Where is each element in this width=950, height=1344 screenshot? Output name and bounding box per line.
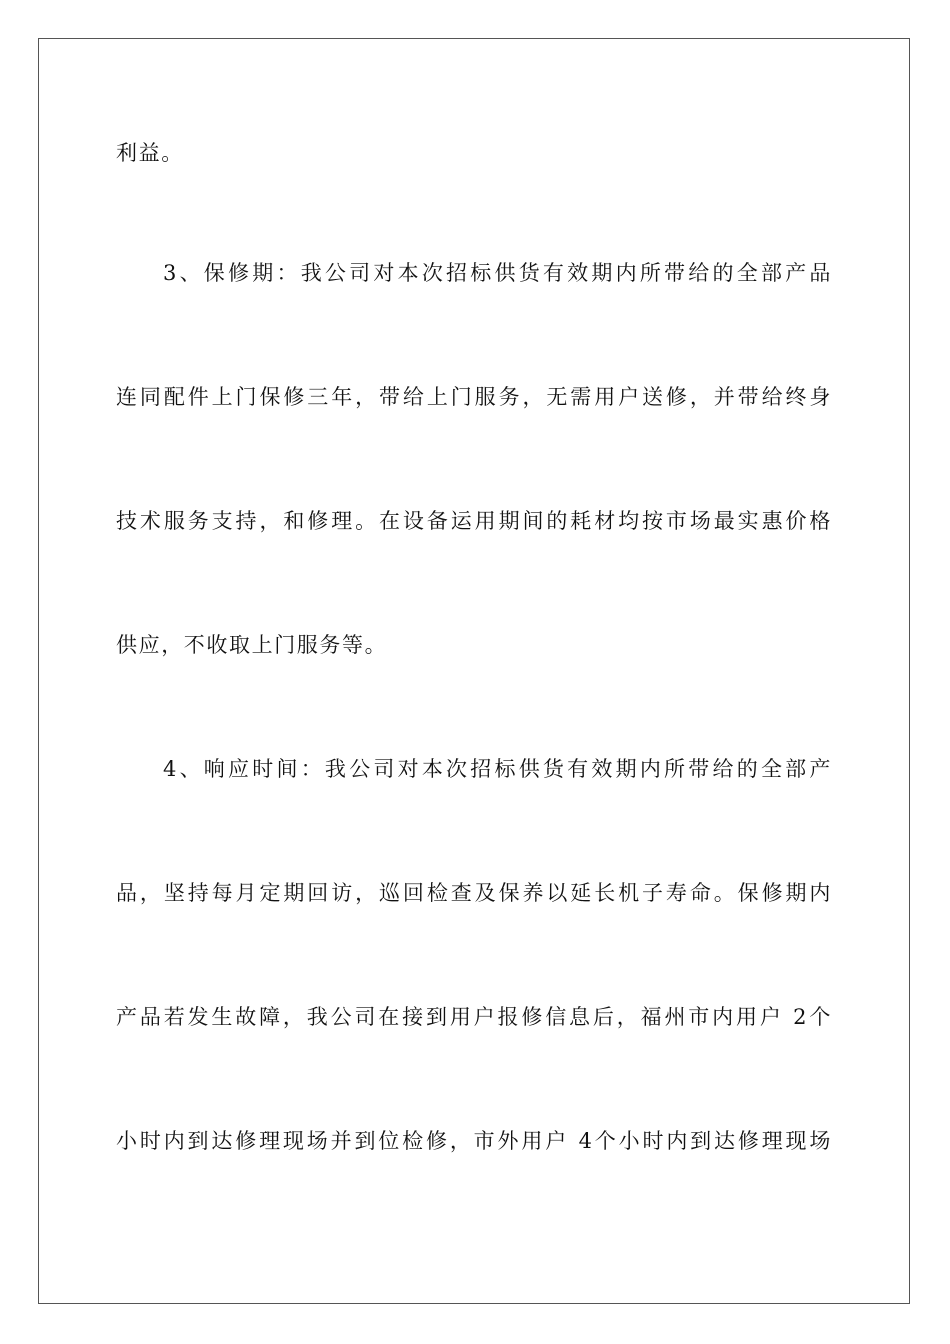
- paragraph-line-3: 连同配件上门保修三年，带给上门服务，无需用户送修，并带给终身: [116, 385, 832, 409]
- paragraph-line-2: 3、保修期：我公司对本次招标供货有效期内所带给的全部产品: [163, 261, 832, 285]
- paragraph-line-6: 4、响应时间：我公司对本次招标供货有效期内所带给的全部产: [163, 757, 832, 781]
- paragraph-line-7: 品，坚持每月定期回访，巡回检查及保养以延长机子寿命。保修期内: [116, 881, 832, 905]
- paragraph-line-1: 利益。: [116, 141, 184, 165]
- paragraph-line-8: 产品若发生故障，我公司在接到用户报修信息后，福州市内用户 2个: [116, 1005, 832, 1029]
- page-frame: [38, 38, 910, 1304]
- paragraph-line-5: 供应，不收取上门服务等。: [116, 633, 388, 657]
- paragraph-line-4: 技术服务支持，和修理。在设备运用期间的耗材均按市场最实惠价格: [116, 509, 832, 533]
- paragraph-line-9: 小时内到达修理现场并到位检修，市外用户 4个小时内到达修理现场: [116, 1129, 832, 1153]
